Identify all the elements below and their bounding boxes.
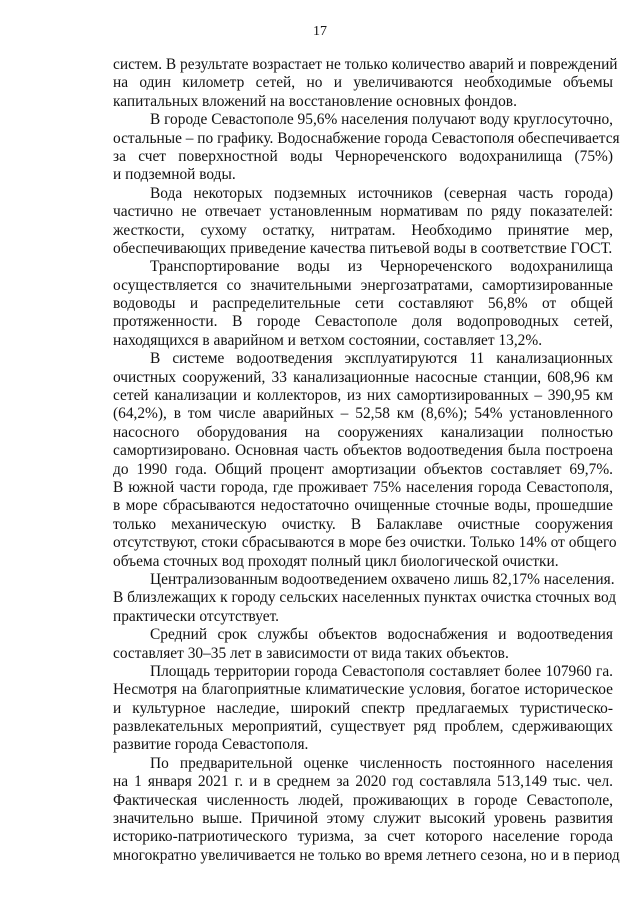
paragraph bbox=[113, 258, 613, 350]
text-line: остальные – по графику. Водоснабжение города Севастополя обеспечивается bbox=[113, 129, 620, 147]
text-line: частично не отвечает установленным нормативам по ряду показателей: bbox=[113, 203, 613, 221]
text-line: на один километр сетей, но и увеличиваются необходимые объемы bbox=[113, 74, 613, 92]
text-line: на 1 января 2021 г. и в среднем за 2020 год составляла 513,149 тыс. чел. bbox=[113, 773, 613, 791]
text-line: в море сбрасываются недостаточно очищенные сточные воды, прошедшие bbox=[113, 497, 613, 515]
text-line: историко-патриотического туризма, за счет которого население города bbox=[113, 828, 613, 846]
text-line: за счет поверхностной воды Чернореченского водохранилища (75%) bbox=[113, 147, 613, 165]
text-line: протяженности. В городе Севастополе доля водопроводных сетей, bbox=[113, 313, 613, 331]
text-line: обеспечивающих приведение качества питьевой воды в соответствие ГОСТ. bbox=[113, 239, 613, 257]
text-line: В близлежащих к городу сельских населенных пунктах очистка сточных вод bbox=[113, 589, 617, 607]
text-line: развитие города Севастополя. bbox=[113, 736, 309, 754]
text-line: многократно увеличивается не только во время летнего сезона, но и в период bbox=[113, 846, 620, 864]
text-line: жесткости, сухому остатку, нитратам. Необходимо принятие мер, bbox=[113, 221, 613, 239]
text-line: Площадь территории города Севастополя составляет более 107960 га. bbox=[150, 662, 613, 680]
text-line: В городе Севастополе 95,6% населения получают воду круглосуточно, bbox=[150, 111, 613, 129]
paragraph bbox=[113, 754, 620, 865]
text-line: осуществляется со значительными энергозатратами, самортизированные bbox=[113, 276, 613, 294]
text-line: насосного оборудования на сооружениях канализации полностью bbox=[113, 423, 613, 441]
text-line: объема сточных вод проходят полный цикл биологической очистки. bbox=[113, 552, 559, 570]
text-line: водоводы и распределительные сети составляют 56,8% от общей bbox=[113, 295, 613, 313]
text-line: только механическую очистку. В Балаклаве очистные сооружения bbox=[113, 515, 613, 533]
text-line: развлекательных мероприятий, существует ряд проблем, сдерживающих bbox=[113, 718, 613, 736]
text-line: сетей канализации и коллекторов, из них самортизированных – 390,95 км bbox=[113, 387, 613, 405]
text-line: По предварительной оценке численность постоянного населения bbox=[150, 754, 613, 772]
text-line: и подземной воды. bbox=[113, 166, 236, 184]
paragraph bbox=[113, 111, 620, 185]
text-line: Транспортирование воды из Чернореченского водохранилища bbox=[150, 258, 613, 276]
text-line: до 1990 года. Общий процент амортизации объектов составляет 69,7%. bbox=[113, 460, 613, 478]
text-line: составляет 30–35 лет в зависимости от вида таких объектов. bbox=[113, 644, 509, 662]
text-line: и культурное наследие, широкий спектр предлагаемых туристическо- bbox=[113, 699, 613, 717]
text-line: очистных сооружений, 33 канализационные насосные станции, 608,96 км bbox=[113, 368, 613, 386]
text-line: значительно выше. Причиной этому служит высокий уровень развития bbox=[113, 810, 613, 828]
paragraph bbox=[113, 570, 617, 626]
text-line: самортизировано. Основная часть объектов водоотведения была построена bbox=[113, 442, 613, 460]
text-line: Вода некоторых подземных источников (северная часть города) bbox=[150, 184, 613, 202]
text-line: Централизованным водоотведением охвачено лишь 82,17% населения. bbox=[150, 570, 615, 588]
text-line: отсутствуют, стоки сбрасываются в море без очистки. Только 14% от общего bbox=[113, 534, 617, 552]
text-line: (64,2%), в том числе аварийных – 52,58 км (8,6%); 54% установленного bbox=[113, 405, 613, 423]
text-line: Несмотря на благоприятные климатические условия, богатое историческое bbox=[113, 681, 613, 699]
paragraph bbox=[113, 350, 617, 571]
text-line: находящихся в аварийном и ветхом состоянии, составляет 13,2%. bbox=[113, 331, 543, 349]
document-body bbox=[113, 56, 620, 865]
text-line: Фактическая численность людей, проживающих в городе Севастополе, bbox=[113, 791, 613, 809]
text-line: В системе водоотведения эксплуатируются 11 канализационных bbox=[150, 350, 613, 368]
text-line: практически отсутствует. bbox=[113, 607, 280, 625]
page-number: 17 bbox=[313, 24, 327, 39]
paragraph bbox=[113, 185, 613, 259]
text-line: капитальных вложений на восстановление основных фондов. bbox=[113, 92, 517, 110]
text-line: В южной части города, где проживает 75% населения города Севастополя, bbox=[113, 478, 613, 496]
paragraph bbox=[113, 56, 618, 111]
paragraph bbox=[113, 626, 613, 663]
paragraph bbox=[113, 663, 613, 755]
text-line: систем. В результате возрастает не только количество аварий и повреждений bbox=[113, 56, 618, 73]
text-line: Средний срок службы объектов водоснабжения и водоотведения bbox=[150, 626, 613, 644]
